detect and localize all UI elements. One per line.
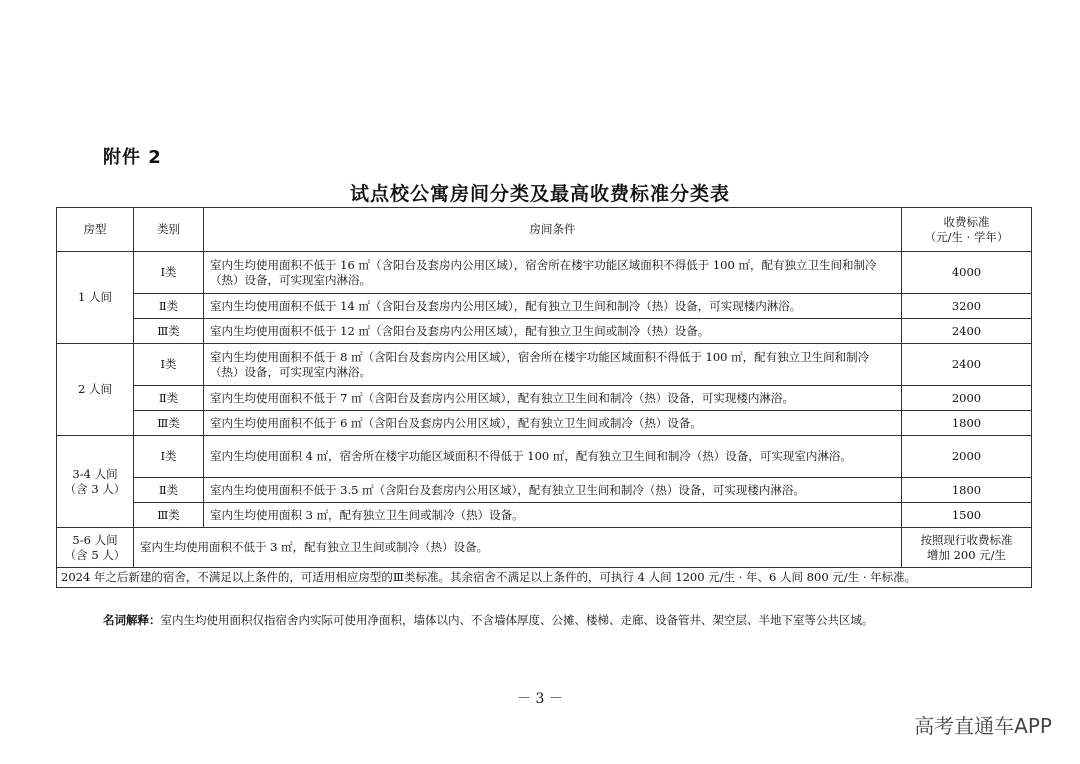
- fee-cell: 1800: [902, 478, 1032, 503]
- room-type-cell: [57, 528, 134, 568]
- room-type-cell: [57, 436, 134, 528]
- table-row: [57, 411, 1032, 436]
- table-row: [57, 436, 1032, 478]
- condition-cell: 室内生均使用面积不低于 3 ㎡，配有独立卫生间或制冷（热）设备。: [134, 528, 902, 568]
- room-type-cell: 1 人间: [57, 252, 134, 344]
- condition-cell: 室内生均使用面积不低于 16 ㎡（含阳台及套房内公用区域），宿舍所在楼宇功能区域面积不得低于 100 ㎡，配有独立卫生间和制冷（热）设备，可实现室内淋浴。: [204, 252, 902, 294]
- room-type-line1: 5-6 人间: [72, 532, 118, 547]
- category-cell: Ⅱ类: [134, 386, 204, 411]
- room-type-line2: （含 5 人）: [64, 547, 126, 562]
- header-room-type: 房型: [57, 208, 134, 252]
- header-category: 类别: [134, 208, 204, 252]
- fee-cell: 2000: [902, 436, 1032, 478]
- table-row: [57, 319, 1032, 344]
- fee-cell: [902, 528, 1032, 568]
- condition-cell: 室内生均使用面积不低于 6 ㎡（含阳台及套房内公用区域），配有独立卫生间或制冷（热）设备。: [204, 411, 902, 436]
- fee-cell: 1500: [902, 503, 1032, 528]
- table-header-row: [57, 208, 1032, 252]
- room-type-line1: 3-4 人间: [72, 466, 118, 481]
- category-cell: Ⅰ类: [134, 436, 204, 478]
- fee-cell: 4000: [902, 252, 1032, 294]
- category-cell: Ⅲ类: [134, 503, 204, 528]
- category-cell: Ⅲ类: [134, 319, 204, 344]
- watermark-text: 高考直通车APP: [914, 714, 1052, 738]
- category-cell: Ⅱ类: [134, 294, 204, 319]
- category-cell: Ⅰ类: [134, 344, 204, 386]
- fee-cell: 2400: [902, 344, 1032, 386]
- table-row: [57, 344, 1032, 386]
- category-cell: Ⅰ类: [134, 252, 204, 294]
- condition-cell: 室内生均使用面积不低于 3.5 ㎡（含阳台及套房内公用区域），配有独立卫生间和制冷（热）设备，可实现楼内淋浴。: [204, 478, 902, 503]
- header-fee-line1: 收费标准: [943, 214, 990, 229]
- room-type-line2: （含 3 人）: [64, 481, 126, 496]
- table-row: [57, 294, 1032, 319]
- condition-cell: 室内生均使用面积 4 ㎡，宿舍所在楼宇功能区域面积不得低于 100 ㎡，配有独立卫生间和制冷（热）设备，可实现室内淋浴。: [204, 436, 902, 478]
- fee-cell: 2400: [902, 319, 1032, 344]
- condition-cell: 室内生均使用面积不低于 12 ㎡（含阳台及套房内公用区域），配有独立卫生间或制冷（热）设备。: [204, 319, 902, 344]
- definition-text: 室内生均使用面积仅指宿舍内实际可使用净面积，墙体以内、不含墙体厚度、公摊、楼梯、走廊、设备管井、架空层、半地下室等公共区域。: [160, 613, 874, 627]
- condition-cell: 室内生均使用面积不低于 7 ㎡（含阳台及套房内公用区域），配有独立卫生间和制冷（热）设备，可实现楼内淋浴。: [204, 386, 902, 411]
- definition-label: 名词解释：: [103, 613, 161, 627]
- footer-note: 2024 年之后新建的宿舍，不满足以上条件的，可适用相应房型的Ⅲ类标准。其余宿舍不满足以上条件的，可执行 4 人间 1200 元/生 · 年、6 人间 800 元/生 · 年标准。: [57, 568, 1032, 588]
- header-condition: 房间条件: [204, 208, 902, 252]
- fee-line2: 增加 200 元/生: [926, 547, 1007, 562]
- document-title: 试点校公寓房间分类及最高收费标准分类表: [349, 183, 730, 205]
- table-row: [57, 478, 1032, 503]
- definition-note: [103, 612, 874, 628]
- fee-standard-table: [56, 207, 1032, 588]
- condition-cell: 室内生均使用面积不低于 8 ㎡（含阳台及套房内公用区域），宿舍所在楼宇功能区域面积不得低于 100 ㎡，配有独立卫生间和制冷（热）设备，可实现室内淋浴。: [204, 344, 902, 386]
- table-row: [57, 252, 1032, 294]
- condition-cell: 室内生均使用面积 3 ㎡，配有独立卫生间或制冷（热）设备。: [204, 503, 902, 528]
- room-type-cell: 2 人间: [57, 344, 134, 436]
- fee-line1: 按照现行收费标准: [920, 532, 1013, 547]
- table-row: [57, 386, 1032, 411]
- table-row: [57, 503, 1032, 528]
- attachment-label: 附件 2: [103, 147, 162, 168]
- page-number: － 3 －: [517, 691, 563, 707]
- category-cell: Ⅲ类: [134, 411, 204, 436]
- fee-cell: 2000: [902, 386, 1032, 411]
- table-row: [57, 528, 1032, 568]
- header-fee-line2: （元/生 · 学年）: [924, 229, 1009, 244]
- fee-cell: 3200: [902, 294, 1032, 319]
- table-footer-row: [57, 568, 1032, 588]
- category-cell: Ⅱ类: [134, 478, 204, 503]
- header-fee: [902, 208, 1032, 252]
- fee-cell: 1800: [902, 411, 1032, 436]
- condition-cell: 室内生均使用面积不低于 14 ㎡（含阳台及套房内公用区域），配有独立卫生间和制冷（热）设备，可实现楼内淋浴。: [204, 294, 902, 319]
